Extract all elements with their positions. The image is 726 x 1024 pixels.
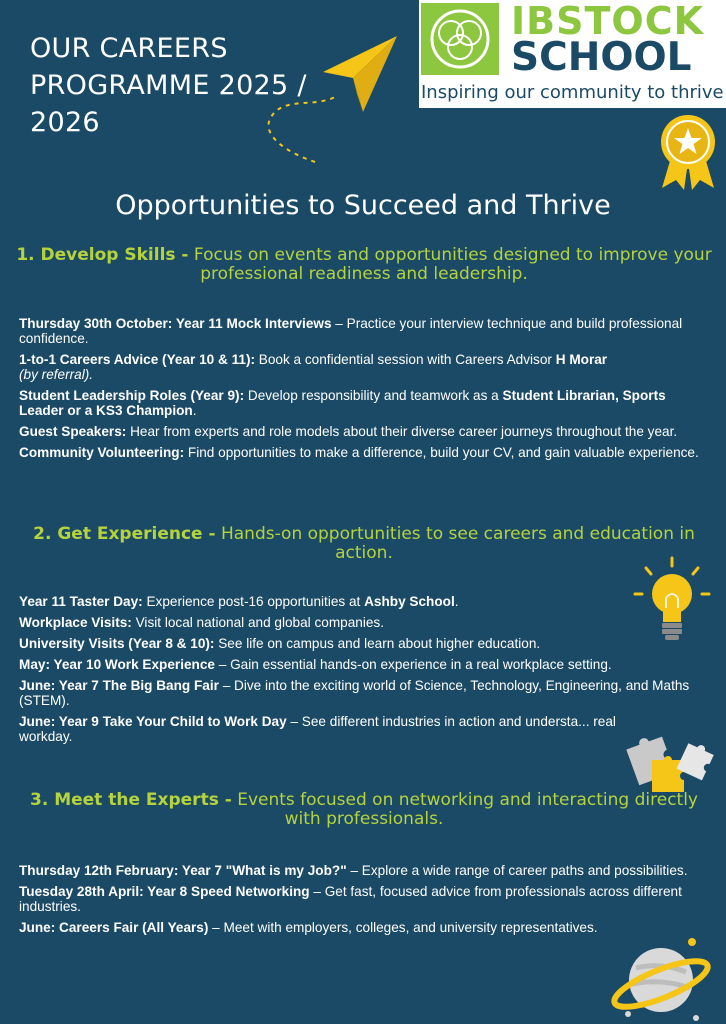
list-item: Workplace Visits: Visit local national and global companies.: [19, 615, 384, 630]
school-name-top: IBSTOCK: [511, 0, 705, 43]
list-item: June: Year 7 The Big Bang Fair – Dive into the exciting world of Science, Technology, Engineering, and Maths (STEM).: [19, 678, 690, 708]
section-title: 1. Develop Skills -: [16, 245, 189, 265]
section-subtitle: Events focused on networking and interacting directly with professionals.: [231, 790, 698, 829]
school-name-bottom: SCHOOL: [511, 35, 692, 80]
section-meet-experts-heading: [14, 791, 714, 829]
planet-icon: [606, 928, 716, 1024]
section-title: 2. Get Experience -: [33, 524, 216, 544]
list-item: Guest Speakers: Hear from experts and role models about their diverse career journeys throughout the year.: [19, 424, 678, 439]
list-item: May: Year 10 Work Experience – Gain essential hands-on experience in a real workplace setting.: [19, 657, 612, 672]
section-subtitle: Focus on events and opportunities designed to improve your professional readiness and leadership.: [188, 245, 712, 284]
section-get-experience-list: [19, 594, 705, 750]
paper-plane-icon: [245, 32, 405, 167]
list-item: Tuesday 28th April: Year 8 Speed Networking – Get fast, focused advice from professionals across different industries.: [19, 884, 682, 914]
school-logo: [419, 0, 726, 108]
section-title: 3. Meet the Experts -: [30, 790, 232, 810]
list-item: Year 11 Taster Day: Experience post-16 opportunities at Ashby School.: [19, 594, 459, 609]
main-heading: Opportunities to Succeed and Thrive: [115, 190, 611, 221]
list-item: June: Careers Fair (All Years) – Meet with employers, colleges, and university representatives.: [19, 920, 598, 935]
school-crest-icon: [421, 3, 499, 75]
list-item: Thursday 12th February: Year 7 "What is my Job?" – Explore a wide range of career paths and possibilities.: [19, 863, 688, 878]
school-tagline: Inspiring our community to thrive: [421, 82, 724, 103]
list-item: University Visits (Year 8 & 10): See life on campus and learn about higher education.: [19, 636, 541, 651]
programme-title: OUR CAREERS PROGRAMME 2025 / 2026: [30, 33, 307, 138]
section-meet-experts-list: [19, 863, 705, 941]
list-item: Community Volunteering: Find opportunities to make a difference, build your CV, and gain valuable experience.: [19, 445, 699, 460]
list-item: Thursday 30th October: Year 11 Mock Interviews – Practice your interview technique and build professional confidence.: [19, 316, 683, 346]
section-subtitle: Hands-on opportunities to see careers and education in action.: [215, 524, 695, 563]
section-get-experience-heading: [14, 525, 714, 563]
section-develop-skills-heading: [14, 246, 714, 284]
list-item: Student Leadership Roles (Year 9): Develop responsibility and teamwork as a Student Librarian, Sports Leader or a KS3 Champion.: [19, 388, 666, 418]
list-item: June: Year 9 Take Your Child to Work Day – See different industries in action and understa... real workday.: [19, 714, 616, 744]
section-develop-skills-list: [19, 316, 705, 466]
puzzle-icon: [622, 720, 714, 796]
list-item: 1-to-1 Careers Advice (Year 10 & 11): Book a confidential session with Careers Advisor H Morar (by referral).: [19, 352, 608, 382]
light-bulb-icon: [632, 556, 712, 646]
award-ribbon-icon: [656, 112, 720, 190]
